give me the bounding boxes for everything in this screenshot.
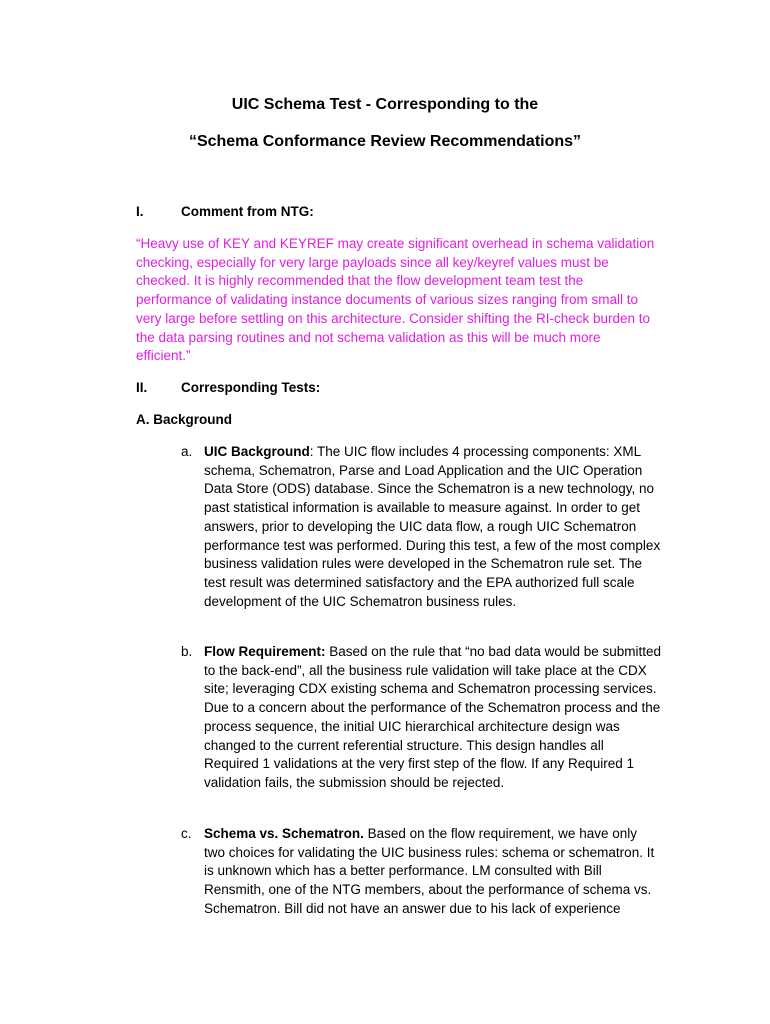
list-item-letter: c.: [181, 826, 192, 841]
section-1-title: Comment from NTG:: [181, 204, 314, 219]
list-item-text: Based on the flow requirement, we have only two choices for validating the UIC business rules: schema or schematron. It is unknown which has a better performance. LM consulted with Bill Rensmith, one of the NTG members, about the performance of schema vs. Schematron. Bill did not have an answer due to his lack of experience: [204, 826, 655, 916]
list-item: [181, 643, 661, 793]
section-2-heading: [136, 379, 320, 397]
list-item-text: : The UIC flow includes 4 processing components: XML schema, Schematron, Parse and Load Application and the UIC Operation Data Store (ODS) database. Since the Schematron is a new technology, no past statistical information is available to measure against. In order to get answers, prior to developing the UIC data flow, a rough UIC Schematron performance test was performed. During this test, a few of the most complex business validation rules were developed in the Schematron rule set. The test result was determined satisfactory and the EPA authorized full scale development of the UIC Schematron business rules.: [204, 444, 661, 609]
list-item-lead: Flow Requirement:: [204, 644, 326, 659]
list-item: [181, 443, 661, 611]
section-2-title: Corresponding Tests:: [181, 380, 321, 395]
list-item-text: Based on the rule that “no bad data would be submitted to the back-end”, all the business rule validation will take place at the CDX site; leveraging CDX existing schema and Schematron processing services. Due to a concern about the performance of the Schematron process and the process sequence, the initial UIC hierarchical architecture design was changed to the current referential structure. This design handles all Required 1 validations at the very first step of the flow. If any Required 1 validation fails, the submission should be rejected.: [204, 644, 661, 790]
section-2-number: II.: [136, 380, 148, 395]
subsection-a-heading: A. Background: [136, 412, 233, 427]
list-item-lead: UIC Background: [204, 444, 310, 459]
list-item-lead: Schema vs. Schematron.: [204, 826, 364, 841]
section-1-heading: [136, 203, 314, 221]
document-title-line1: UIC Schema Test - Corresponding to the: [231, 96, 539, 113]
document-title-line2: “Schema Conformance Review Recommendations”: [188, 133, 582, 150]
section-1-number: I.: [136, 204, 144, 219]
list-item-letter: b.: [181, 644, 193, 659]
list-item-letter: a.: [181, 444, 193, 459]
list-item: [181, 825, 661, 919]
ntg-comment-quote: “Heavy use of KEY and KEYREF may create significant overhead in schema validation checking, especially for very large payloads since all key/keyref values must be checked. It is highly recommended that the flow development team test the performance of validating instance documents of various sizes ranging from small to very large before settling on this architecture. Consider shifting the RI-check burden to the data parsing routines and not schema validation as this will be much more efficient.”: [136, 236, 655, 364]
